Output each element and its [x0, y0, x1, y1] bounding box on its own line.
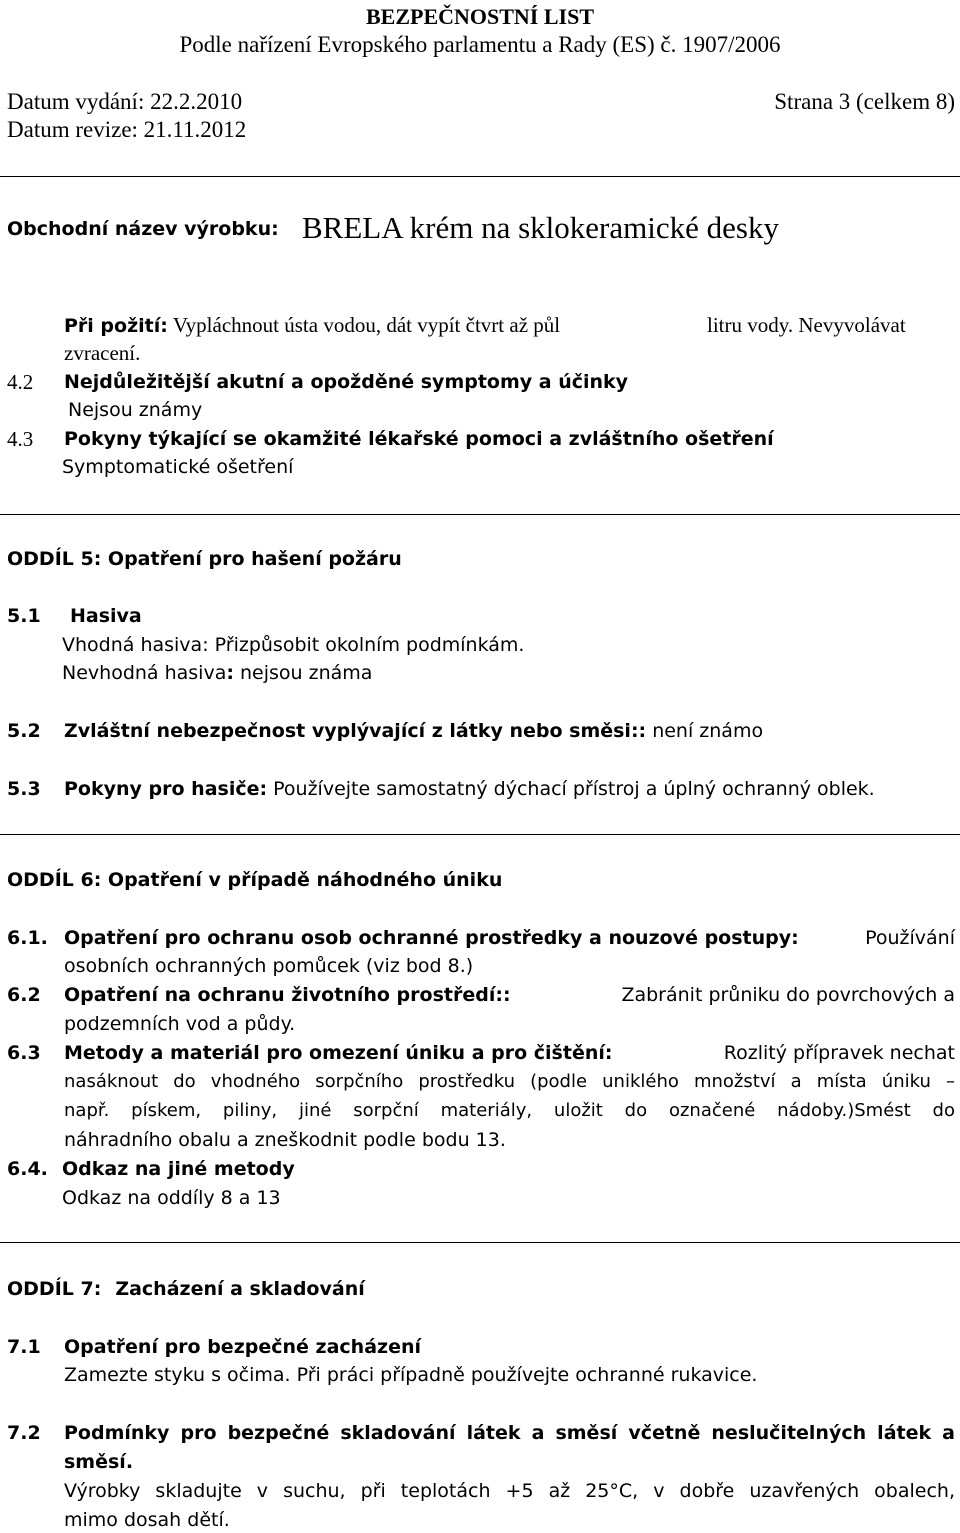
- section-5-2-number: 5.2: [7, 720, 41, 742]
- section-7-2-text-continuation: mimo dosah dětí.: [64, 1509, 230, 1531]
- section-4-2-number: 4.2: [7, 370, 34, 394]
- section-5-1-suitable: Vhodná hasiva: Přizpůsobit okolním podmínkám.: [62, 634, 525, 656]
- unsuitable-label: Nevhodná hasiva: [62, 662, 227, 684]
- section-5-2-text: není známo: [646, 720, 764, 742]
- section-7-heading-title: Zacházení a skladování: [115, 1278, 365, 1300]
- section-6-divider: [0, 834, 960, 835]
- section-4-2-title: Nejdůležitější akutní a opožděné symptomy a účinky: [64, 371, 629, 393]
- section-6-3-text: Rozlitý přípravek nechat: [723, 1042, 955, 1064]
- section-6-2-continuation: podzemních vod a půdy.: [64, 1013, 296, 1035]
- section-5-3-number: 5.3: [7, 778, 41, 800]
- section-7-divider: [0, 1242, 960, 1243]
- ingestion-continuation: zvracení.: [64, 341, 141, 365]
- section-5-2-title: Zvláštní nebezpečnost vyplývající z látky nebo směsi::: [64, 720, 647, 742]
- ingestion-text-end: litru vody. Nevyvolávat: [707, 313, 906, 337]
- section-4-2-text: Nejsou známy: [68, 399, 203, 421]
- section-5-1-title: Hasiva: [70, 605, 142, 627]
- section-7-2-title-continuation: směsí.: [64, 1451, 134, 1473]
- section-5-3-title: Pokyny pro hasiče:: [64, 778, 268, 800]
- revision-date: Datum revize: 21.11.2012: [7, 117, 247, 142]
- section-7-heading: [7, 1278, 365, 1300]
- section-7-2-text: Výrobky skladujte v suchu, při teplotách +5 až 25°C, v dobře uzavřených obalech,: [64, 1480, 955, 1502]
- product-name: BRELA krém na sklokeramické desky: [302, 210, 779, 245]
- section-6-2-title: Opatření na ochranu životního prostředí::: [64, 984, 511, 1006]
- section-6-heading: ODDÍL 6: Opatření v případě náhodného úniku: [7, 869, 503, 891]
- section-5-1-number: 5.1: [7, 605, 41, 627]
- section-6-4-title: Odkaz na jiné metody: [62, 1158, 295, 1180]
- section-6-1-continuation: osobních ochranných pomůcek (viz bod 8.): [64, 955, 474, 977]
- unsuitable-value: nejsou známa: [233, 662, 373, 684]
- ingestion-label: Při požití:: [64, 315, 168, 337]
- section-6-1-text-end: Používání: [865, 927, 955, 949]
- section-7-2-number: 7.2: [7, 1422, 41, 1444]
- section-6-4-text: Odkaz na oddíly 8 a 13: [62, 1187, 281, 1209]
- section-7-2-title: Podmínky pro bezpečné skladování látek a směsí včetně neslučitelných látek a: [64, 1422, 955, 1444]
- section-5-heading: ODDÍL 5: Opatření pro hašení požáru: [7, 548, 402, 570]
- section-6-4-number: 6.4.: [7, 1158, 48, 1180]
- section-4-3-number: 4.3: [7, 427, 34, 451]
- section-7-heading-number: ODDÍL 7:: [7, 1278, 102, 1300]
- section-4-3-text: Symptomatické ošetření: [62, 456, 294, 478]
- section-7-1-text: Zamezte styku s očima. Při práci případně používejte ochranné rukavice.: [64, 1364, 758, 1386]
- document-title: BEZPEČNOSTNÍ LIST: [365, 4, 595, 29]
- section-7-1-title: Opatření pro bezpečné zacházení: [64, 1336, 422, 1358]
- section-5-divider: [0, 514, 960, 515]
- section-6-1-number: 6.1.: [7, 927, 48, 949]
- ingestion-line: [64, 313, 560, 338]
- section-5-2-line: [64, 720, 763, 742]
- section-6-3-number: 6.3: [7, 1042, 41, 1064]
- section-6-2-number: 6.2: [7, 984, 41, 1006]
- section-6-3-title: Metody a materiál pro omezení úniku a pro čištění:: [64, 1042, 613, 1064]
- section-5-1-unsuitable: [62, 662, 372, 684]
- issue-date: Datum vydání: 22.2.2010: [7, 89, 243, 114]
- section-7-1-number: 7.1: [7, 1336, 41, 1358]
- regulation-subtitle: Podle nařízení Evropského parlamentu a Rady (ES) č. 1907/2006: [179, 32, 781, 57]
- section-6-3-line-3: např. pískem, piliny, jiné sorpční materiály, uložit do označené nádoby.)Smést do: [64, 1100, 955, 1121]
- section-6-1-title: Opatření pro ochranu osob ochranné prostředky a nouzové postupy:: [64, 927, 799, 949]
- section-6-3-line-4: náhradního obalu a zneškodnit podle bodu 13.: [64, 1129, 506, 1151]
- unsuitable-colon: :: [226, 662, 234, 684]
- section-6-3-line-2: nasáknout do vhodného sorpčního prostředku (podle uniklého množství a místa úniku –: [64, 1071, 955, 1092]
- ingestion-text: Vypláchnout ústa vodou, dát vypít čtvrt až půl: [172, 313, 561, 337]
- product-label: Obchodní název výrobku:: [7, 218, 279, 240]
- section-4-3-title: Pokyny týkající se okamžité lékařské pomoci a zvláštního ošetření: [64, 428, 774, 450]
- header-divider: [0, 176, 960, 177]
- section-5-3-line: [64, 778, 875, 800]
- page-number: Strana 3 (celkem 8): [774, 89, 955, 114]
- section-6-2-text: Zabránit průniku do povrchových a: [621, 984, 955, 1006]
- product-row: [7, 218, 279, 240]
- section-5-3-text: Používejte samostatný dýchací přístroj a úplný ochranný oblek.: [267, 778, 875, 800]
